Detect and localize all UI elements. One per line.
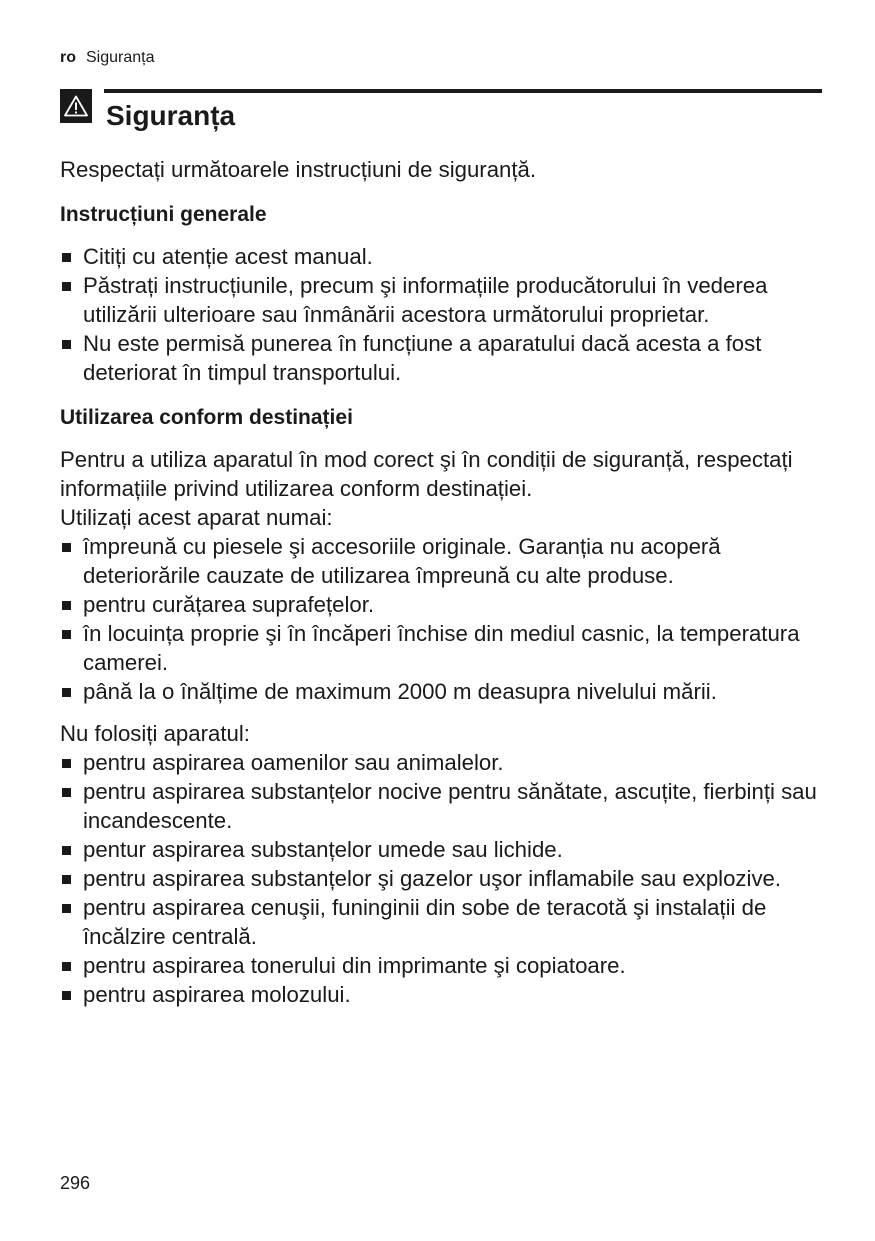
intended-use-heading: Utilizarea conform destinației xyxy=(60,406,353,429)
list-item: Păstrați instrucțiunile, precum şi informațiile producătorului în vederea utilizării ulterioare sau înmânării acestora următorului proprietar. xyxy=(60,271,822,329)
page-title: Siguranța xyxy=(106,100,236,131)
list-item: împreună cu piesele şi accesoriile originale. Garanția nu acoperă deteriorările cauzate de utilizarea împreună cu alte produse. xyxy=(60,532,822,590)
list-item: pentru aspirarea oamenilor sau animalelor. xyxy=(60,748,822,777)
intended-use-lead: Utilizați acest aparat numai: xyxy=(60,505,333,530)
list-item: pentur aspirarea substanțelor umede sau lichide. xyxy=(60,835,822,864)
heading-rule xyxy=(104,89,822,93)
forbidden-use-lead: Nu folosiți aparatul: xyxy=(60,721,250,746)
list-item: pentru curățarea suprafețelor. xyxy=(60,590,822,619)
list-item: în locuința proprie şi în încăperi închise din mediul casnic, la temperatura camerei. xyxy=(60,619,822,677)
intended-use-paragraph: Pentru a utiliza aparatul în mod corect şi în condiții de siguranță, respectați informațiile privind utilizarea conform destinației. xyxy=(60,447,793,501)
list-item: pentru aspirarea tonerului din imprimante şi copiatoare. xyxy=(60,951,822,980)
list-item: Citiți cu atenție acest manual. xyxy=(60,242,822,271)
running-header xyxy=(60,48,155,68)
intro-text: Respectați următoarele instrucțiuni de siguranță. xyxy=(60,157,537,182)
list-item: pentru aspirarea cenuşii, funinginii din sobe de teracotă şi instalații de încălzire centrală. xyxy=(60,893,822,951)
content xyxy=(60,155,822,1009)
general-heading: Instrucțiuni generale xyxy=(60,203,267,226)
section-heading xyxy=(60,89,822,133)
language-code: ro xyxy=(60,49,76,66)
list-item: pentru aspirarea substanțelor nocive pentru sănătate, ascuțite, fierbinți sau incandescente. xyxy=(60,777,822,835)
list-item: pentru aspirarea substanțelor şi gazelor uşor inflamabile sau explozive. xyxy=(60,864,822,893)
list-item: pentru aspirarea molozului. xyxy=(60,980,822,1009)
warning-triangle-svg xyxy=(64,95,88,117)
list-item: până la o înălțime de maximum 2000 m deasupra nivelului mării. xyxy=(60,677,822,706)
running-header-section: Siguranța xyxy=(86,49,155,66)
allowed-use-list xyxy=(60,532,822,706)
general-list xyxy=(60,242,822,387)
forbidden-use-list xyxy=(60,748,822,1009)
page-number: 296 xyxy=(60,1173,91,1193)
list-item: Nu este permisă punerea în funcțiune a aparatului dacă acesta a fost deteriorat în timpul transportului. xyxy=(60,329,822,387)
warning-triangle-icon xyxy=(60,89,92,123)
